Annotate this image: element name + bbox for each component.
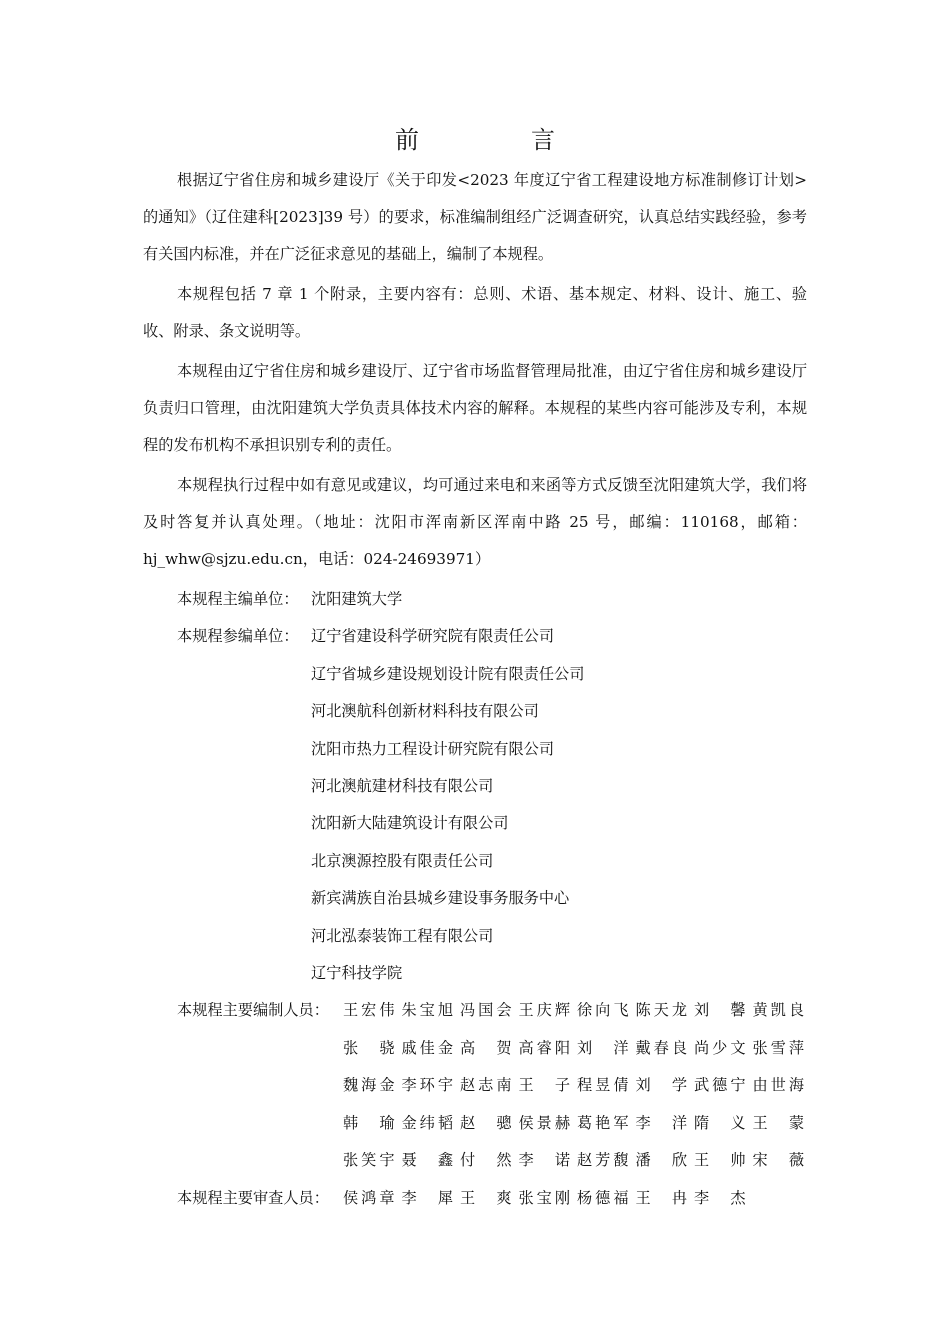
person-name: 高睿阳 bbox=[518, 1038, 570, 1057]
person-name: 王蒙 bbox=[752, 1113, 804, 1132]
paragraph-approval: 本规程由辽宁省住房和城乡建设厅、辽宁省市场监督管理局批准，由辽宁省住房和城乡建设厅负责归口管理，由沈阳建筑大学负责具体技术内容的解释。本规程的某些内容可能涉及专利，本规程的发布机构不承担识别专利的责任。 bbox=[143, 362, 807, 454]
person-name: 张笑宇 bbox=[343, 1151, 395, 1170]
person-name: 刘洋 bbox=[577, 1038, 629, 1057]
person-name: 侯景赫 bbox=[518, 1113, 570, 1132]
drafters-list bbox=[343, 992, 811, 1179]
name-row bbox=[343, 992, 811, 1029]
name-row bbox=[343, 1030, 811, 1067]
person-name: 王子 bbox=[518, 1076, 570, 1095]
person-name: 黄凯良 bbox=[752, 1001, 804, 1020]
chief-unit-label: 本规程主编单位： bbox=[177, 590, 299, 608]
person-name: 隋义 bbox=[694, 1113, 746, 1132]
person-name: 张雪萍 bbox=[752, 1038, 804, 1057]
person-name: 王爽 bbox=[460, 1188, 512, 1207]
participating-unit: 辽宁省城乡建设规划设计院有限责任公司 bbox=[311, 664, 585, 683]
participating-units-row bbox=[143, 618, 807, 992]
name-row bbox=[343, 1142, 811, 1179]
person-name: 赵骢 bbox=[460, 1113, 512, 1132]
document-body bbox=[143, 162, 807, 1217]
participating-units-label: 本规程参编单位： bbox=[177, 627, 299, 646]
person-name: 宋薇 bbox=[752, 1151, 804, 1170]
reviewers-list bbox=[343, 1180, 807, 1217]
page-title: 前 言 bbox=[395, 126, 599, 154]
person-name: 韩瑜 bbox=[343, 1113, 395, 1132]
person-name: 戚佳金 bbox=[401, 1038, 453, 1057]
participating-unit: 辽宁省建设科学研究院有限责任公司 bbox=[311, 627, 554, 646]
person-name: 刘馨 bbox=[694, 1001, 746, 1020]
participating-unit: 河北澳航建材科技有限公司 bbox=[311, 777, 494, 796]
person-name: 张宝刚 bbox=[518, 1188, 570, 1207]
person-name: 付然 bbox=[460, 1151, 512, 1170]
participating-unit: 河北泓泰装饰工程有限公司 bbox=[311, 926, 494, 945]
person-name: 魏海金 bbox=[343, 1076, 395, 1095]
person-name: 聂鑫 bbox=[401, 1151, 453, 1170]
participating-unit: 辽宁科技学院 bbox=[311, 964, 403, 983]
person-name: 刘学 bbox=[635, 1076, 687, 1095]
paragraph-feedback: 本规程执行过程中如有意见或建议，均可通过来电和来函等方式反馈至沈阳建筑大学，我们将及时答复并认真处理。（地址：沈阳市浑南新区浑南中路 25 号，邮编：110168，邮箱：hj_whw@sjzu.edu.cn，电话：024-24693971） bbox=[143, 476, 807, 568]
person-name: 由世海 bbox=[752, 1076, 804, 1095]
person-name: 王帅 bbox=[694, 1151, 746, 1170]
participating-unit: 沈阳市热力工程设计研究院有限公司 bbox=[311, 739, 554, 758]
person-name: 李杰 bbox=[694, 1188, 746, 1207]
person-name: 金纬韬 bbox=[401, 1113, 453, 1132]
reviewers-row bbox=[143, 1180, 807, 1217]
person-name: 王冉 bbox=[635, 1188, 687, 1207]
participating-unit: 河北澳航科创新材料科技有限公司 bbox=[311, 702, 539, 721]
person-name: 尚少文 bbox=[694, 1038, 746, 1057]
participating-unit: 沈阳新大陆建筑设计有限公司 bbox=[311, 814, 509, 833]
paragraph-basis: 根据辽宁省住房和城乡建设厅《关于印发<2023 年度辽宁省工程建设地方标准制修订计划>的通知》（辽住建科[2023]39 号）的要求，标准编制组经广泛调查研究，认真总结实践经验，参考有关国内标准，并在广泛征求意见的基础上，编制了本规程。 bbox=[143, 171, 807, 263]
person-name: 冯国会 bbox=[460, 1001, 512, 1020]
participating-units-list bbox=[311, 618, 807, 992]
person-name: 赵志南 bbox=[460, 1076, 512, 1095]
person-name: 张骁 bbox=[343, 1038, 395, 1057]
paragraph-contents: 本规程包括 7 章 1 个附录，主要内容有：总则、术语、基本规定、材料、设计、施工、验收、附录、条文说明等。 bbox=[143, 285, 807, 340]
reviewers-label: 本规程主要审查人员： bbox=[177, 1188, 329, 1207]
drafters-label: 本规程主要编制人员： bbox=[177, 1001, 329, 1020]
chief-unit-row bbox=[143, 581, 807, 618]
name-row bbox=[343, 1180, 807, 1217]
person-name: 朱宝旭 bbox=[401, 1001, 453, 1020]
participating-unit: 北京澳源控股有限责任公司 bbox=[311, 851, 494, 870]
name-row bbox=[343, 1067, 811, 1104]
person-name: 戴春良 bbox=[635, 1038, 687, 1057]
name-row bbox=[343, 1105, 811, 1142]
person-name: 李环宇 bbox=[401, 1076, 453, 1095]
person-name: 李洋 bbox=[635, 1113, 687, 1132]
person-name: 王宏伟 bbox=[343, 1001, 395, 1020]
drafters-row bbox=[143, 992, 807, 1179]
person-name: 李诺 bbox=[518, 1151, 570, 1170]
participating-unit: 新宾满族自治县城乡建设事务服务中心 bbox=[311, 889, 570, 908]
person-name: 程昱倩 bbox=[577, 1076, 629, 1095]
person-name: 高贺 bbox=[460, 1038, 512, 1057]
person-name: 陈天龙 bbox=[635, 1001, 687, 1020]
person-name: 李犀 bbox=[401, 1188, 453, 1207]
person-name: 杨德福 bbox=[577, 1188, 629, 1207]
person-name: 潘欣 bbox=[635, 1151, 687, 1170]
person-name: 武德宁 bbox=[694, 1076, 746, 1095]
person-name: 王庆辉 bbox=[518, 1001, 570, 1020]
person-name: 葛艳军 bbox=[577, 1113, 629, 1132]
person-name: 徐向飞 bbox=[577, 1001, 629, 1020]
person-name: 赵芳馥 bbox=[577, 1151, 629, 1170]
person-name: 侯鸿章 bbox=[343, 1188, 395, 1207]
chief-unit-value: 沈阳建筑大学 bbox=[311, 590, 403, 608]
